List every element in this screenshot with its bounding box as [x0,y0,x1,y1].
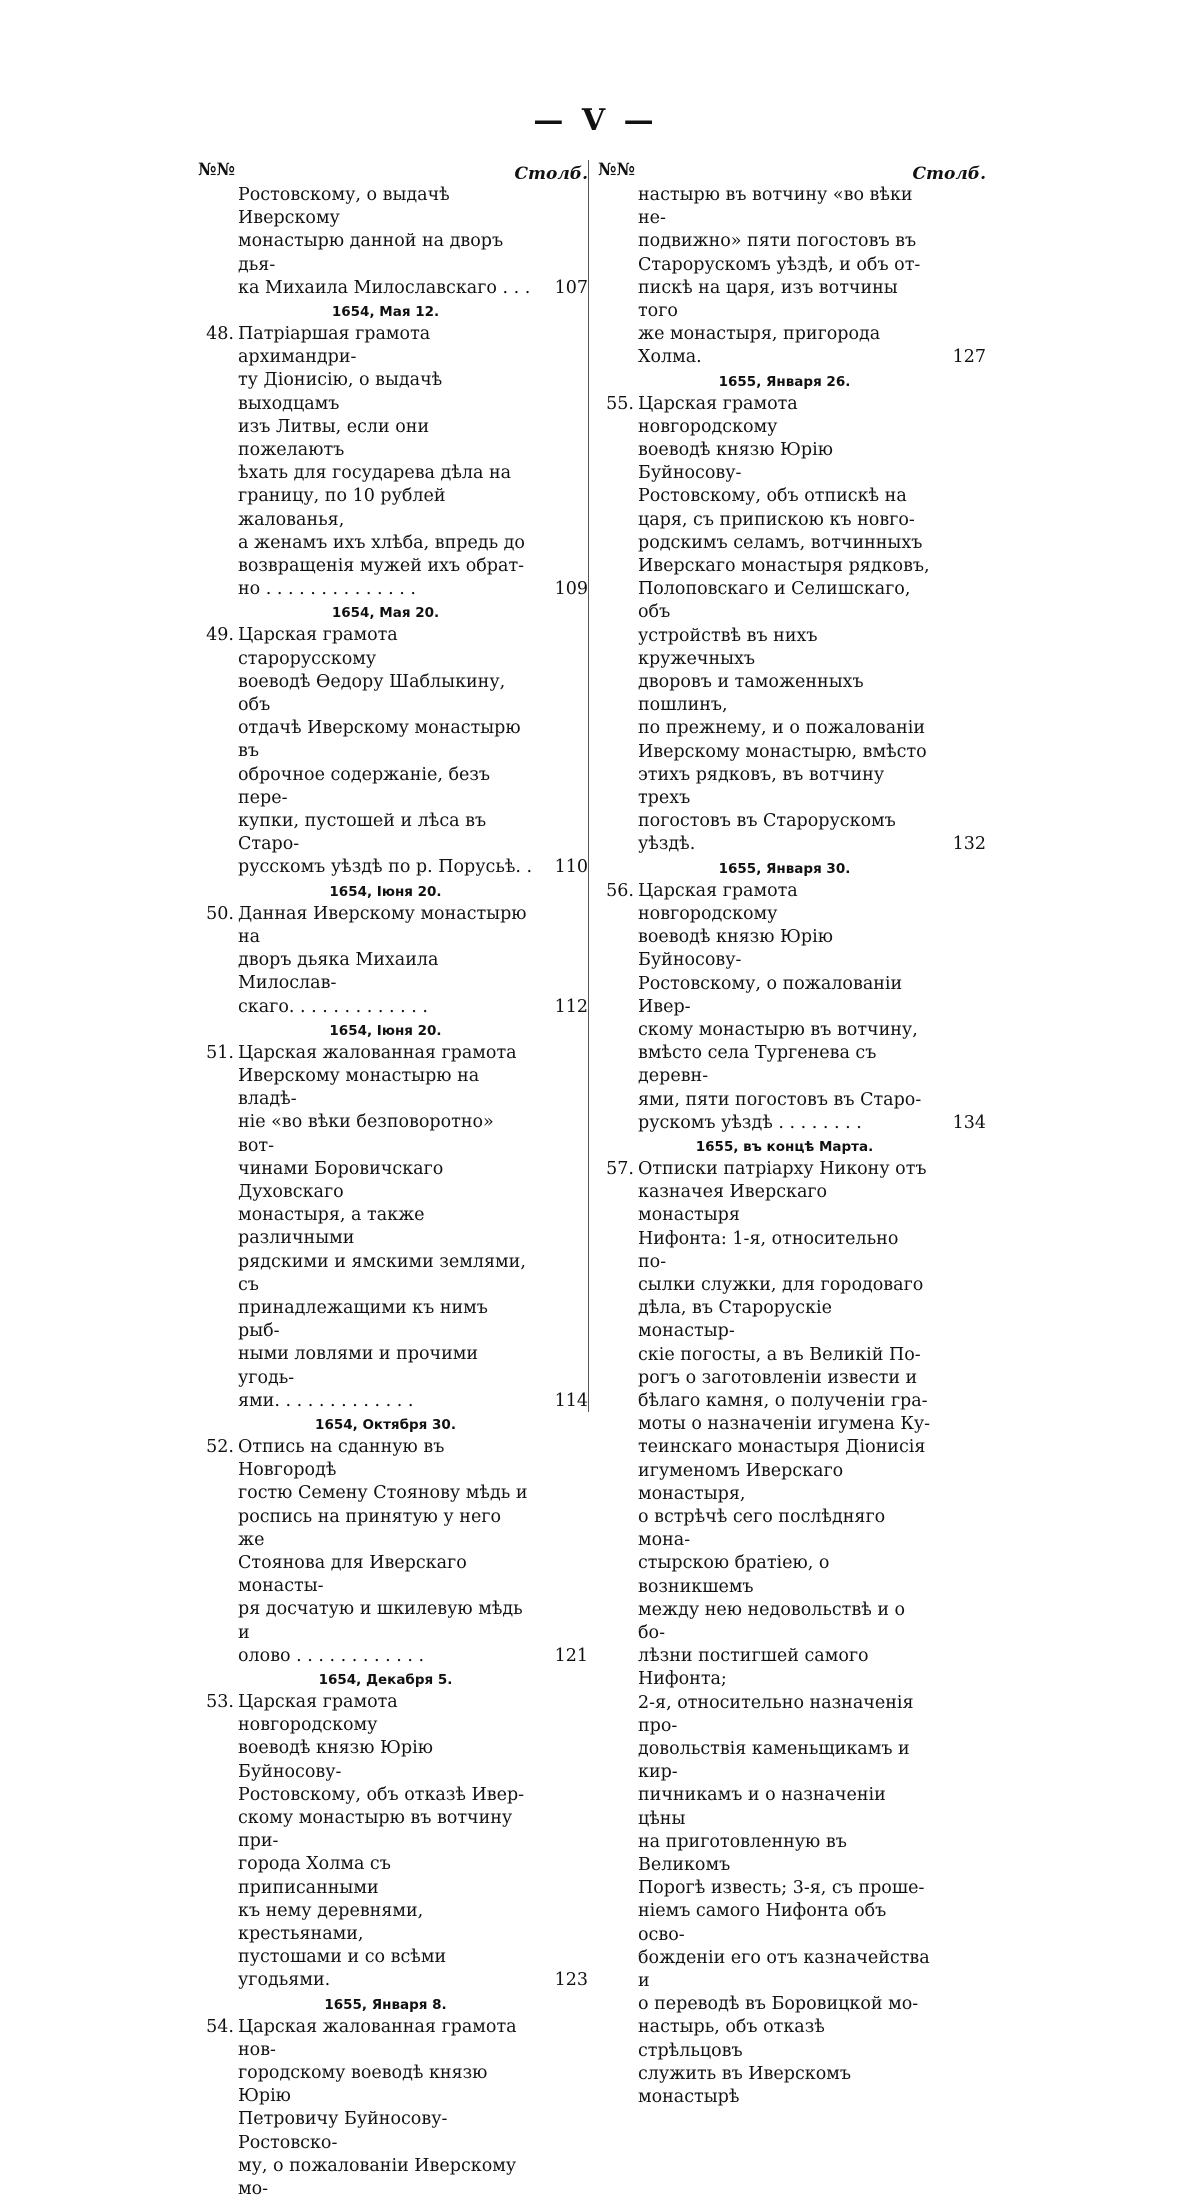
document-entry [598,184,986,370]
entry-column-ref: 114 [554,1390,588,1411]
header-number-label: №№ [198,160,235,180]
entry-date: 1654, Іюня 20. [329,883,442,900]
entry-description: Царская жалованная грамота нов- городскому воеводѣ князю Юрію Петровичу Буйносову-Ростовско- му, о пожалованіи Иверскому мо- [238,2016,517,2200]
entry-number: 50. [206,903,234,924]
document-entry [198,184,588,300]
entry-number: 51. [206,1042,234,1063]
right-column-body [598,184,986,2109]
entry-description: Царская грамота старорусскому воеводѣ Өедору Шаблыкину, объ отдачѣ Иверскому монастырю въ оброчное содержаніе, безъ пере- купки, пустошей и лѣса въ Старо- русскомъ уѣздѣ по р. Порусьѣ. . [238,625,533,878]
entry-number: 53. [206,1691,234,1712]
entry-date: 1654, Мая 12. [331,304,440,321]
document-entry [598,393,986,857]
entry-number: 56. [606,880,634,901]
entry-column-ref: 112 [554,996,588,1017]
entry-date: 1654, Іюня 20. [329,1022,442,1039]
entry-number: 48. [206,324,234,345]
entry-description: настырю въ вотчину «во вѣки не- подвижно» пяти погостовъ въ Старорускомъ уѣздѣ, и объ от- пискѣ на царя, изъ вотчины того же монастыря, пригорода Холма. [638,185,921,368]
column-divider [588,160,589,1412]
left-column-body [198,184,588,2201]
right-column-header [598,160,986,184]
document-entry [198,2016,588,2201]
entry-number: 54. [206,2016,234,2037]
document-entry [598,880,986,1135]
entry-date: 1654, Декабря 5. [318,1671,453,1688]
entry-date: 1655, Января 8. [324,1996,447,2013]
entry-description: Патріаршая грамота архимандри- ту Діонисію, о выдачѣ выходцамъ изъ Литвы, если они пожелаютъ ѣхать для государева дѣла на границу, по 10 рублей жалованья, а женамъ ихъ хлѣба, впредь до возвращенія мужей ихъ обрат- но . . . . . . . . . . . . . . [238,324,525,600]
entry-date: 1654, Мая 20. [331,605,440,622]
entry-column-ref: 132 [952,834,986,855]
entry-description: Данная Иверскому монастырю на дворъ дьяка Михаила Милослав- скаго. . . . . . . . . . . . . [238,903,527,1017]
entry-date: 1655, Января 30. [718,860,851,877]
left-column-header [198,160,588,184]
entry-number: 57. [606,1158,634,1179]
entry-column-ref: 109 [554,579,588,600]
entry-column-ref: 127 [952,347,986,368]
entry-description: Царская грамота новгородскому воеводѣ князю Юрію Буйносову- Ростовскому, объ отпискѣ на царя, съ припискою къ новго- родскимъ селамъ, вотчинныхъ Иверскаго монастыря рядковъ, Полоповскаго и Селишскаго, объ устройствѣ въ нихъ кружечныхъ дворовъ и таможенныхъ пошлинъ, по прежнему, и о пожалованіи Иверскому монастырю, вмѣсто этихъ рядковъ, въ вотчину трехъ погостовъ въ Старорускомъ уѣздѣ. [638,393,930,855]
entry-number: 49. [206,625,234,646]
document-entry [198,1436,588,1668]
entry-date: 1655, въ концѣ Марта. [695,1138,874,1155]
entry-description: Отпись на сданную въ Новгородѣ гостю Семену Стоянову мѣдь и роспись на принятую у него же Стоянова для Иверскаго монасты- ря досчатую и шкилевую мѣдь и олово . . . . . . . . . . . . [238,1436,528,1666]
entry-description: Ростовскому, о выдачѣ Иверскому монастырю данной на дворъ дья- ка Михаила Милославскаго . . . [238,185,531,298]
entry-column-ref: 123 [554,1970,588,1991]
document-entry [198,1691,588,1993]
entry-number: 52. [206,1436,234,1457]
document-entry [198,323,588,601]
entry-date: 1655, Января 26. [718,373,851,390]
header-column-label: Столб. [514,164,588,184]
entry-column-ref: 121 [554,1645,588,1666]
page-number: — V — [533,103,658,138]
entry-number: 55. [606,393,634,414]
entry-description: Царская грамота новгородскому воеводѣ князю Юрію Буйносову- Ростовскому, объ отказѣ Ивер- скому монастырю въ вотчину при- города Холма съ приписанными къ нему деревнями, крестьянами, пустошами и со всѣми угодьями. [238,1691,525,1991]
left-column [198,160,588,2201]
entry-date: 1654, Октября 30. [315,1416,456,1433]
header-column-label: Столб. [912,164,986,184]
entry-column-ref: 134 [952,1112,986,1133]
document-entry [198,624,588,879]
header-number-label: №№ [598,160,635,180]
entry-description: Царская грамота новгородскому воеводѣ князю Юрію Буйносову- Ростовскому, о пожалованіи Ивер- скому монастырю въ вотчину, вмѣсто села Тургенева съ деревн- ями, пяти погостовъ въ Старо- рускомъ уѣздѣ . . . . . . . . [638,880,922,1133]
document-entry [198,1042,588,1413]
entry-description: Отписки патріарху Никону отъ казначея Иверскаго монастыря Нифонта: 1-я, относительно по- сылки служки, для городоваго дѣла, въ Старорускіе монастыр- скіе погосты, а въ Великій По- рогъ о заготовленіи извести и бѣлаго камня, о полученіи гра- моты о назначеніи игумена Ку- теинскаго монастыря Діонисія игуменомъ Иверскаго монастыря, о встрѣчѣ сего послѣдняго мона- стырскою братіею, о возникшемъ между нею недовольствѣ и о бо- лѣзни постигшей самого Нифонта; 2-я, относительно назначенія про- довольствія каменьщикамъ и кир- пичникамъ и о назначеніи цѣны на приготовленную въ Великомъ Порогѣ известь; 3-я, съ проше- ніемъ самого Нифонта объ осво- божденіи его отъ казначейства и о переводѣ въ Боровицкой мо- настырь, объ отказѣ стрѣльцовъ служить въ Иверскомъ монастырѣ [638,1158,931,2108]
entry-column-ref: 110 [554,857,588,878]
entry-column-ref: 107 [554,277,588,298]
document-entry [198,903,588,1019]
entry-description: Царская жалованная грамота Иверскому монастырю на владѣ- ніе «во вѣки безповоротно» вот- чинами Боровичскаго Духовскаго монастыря, а также различными рядскими и ямскими землями, съ принадлежащими къ нимъ рыб- ными ловлями и прочими угодь- ями. . . . . . . . . . . . . [238,1042,526,1411]
document-entry [598,1158,986,2109]
right-column [598,160,986,2109]
